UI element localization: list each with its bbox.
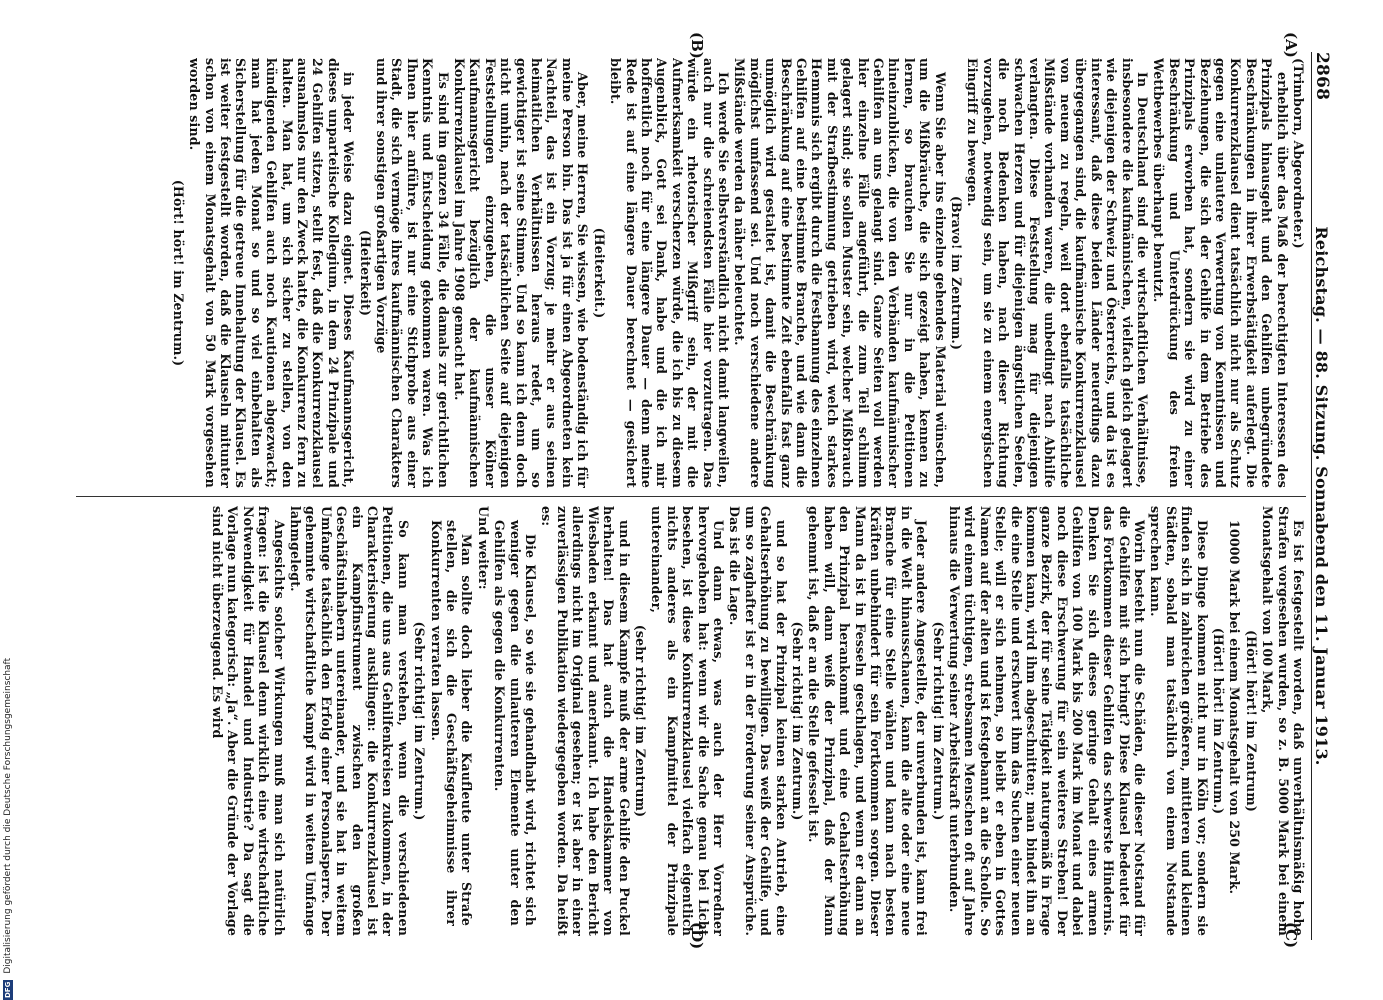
paragraph: Angesichts solcher Wirkungen muß man sich natürlich fragen: ist die Klausel denn wirklich eine wirtschaftliche Notwendigkeit für Handel und Industrie? Da sagt die Vorlage nun kategorisch: „Ja“. Aber die Gründe der Vorlage sind nicht überzeugend. Es wird <box>209 506 287 936</box>
paragraph: Diese Dinge kommen nicht nur in Köln vor; sondern sie finden sich in zahlreichen größeren, mittleren und kleinen Städten, sobald man tatsächlich von einem Notstande sprechen kann. <box>1148 506 1210 936</box>
interjection: (Heiterkeit.) <box>591 227 607 319</box>
paragraph: erheblich über das Maß der berechtigten Interessen des Prinzipals hinausgeht und den Gehilfen unbegründete Beschränkungen in ihrer Erwerbstätigkeit auferlegt. Die Konkurrenzklausel dient tatsächlich nicht nur als Schutz gegen eine unlautere Verwertung von Kenntnissen und Beziehungen, die sich der Gehilfe in dem Betriebe des Prinzipals erworben hat, sondern sie wird zu einer Beschränkung und Unterdrückung des freien Wettbewerbes überhaupt benutzt. <box>1151 58 1290 488</box>
speaker-note: (Trimborn, Abgeordneter.) <box>1291 58 1306 249</box>
paragraph: Es sind im ganzen 34 Fälle, die damals zur gerichtlichen Kenntnis und Entscheidung gekommen waren. Was ich Ihnen hier anführe, ist nur eine Stichprobe aus einer Stadt, die sich vermöge ihres kaufmännischen Charakters und ihrer sonstigen großartigen Vorzüge <box>374 58 451 488</box>
paragraph: Und dann etwas, was auch der Herr Vorredner hervorgehoben hat: wenn wir die Sache genau bei Licht besehen, ist diese Konkurrenzklausel vielfach eigentlich nichts anderes als ein Kampfmittel der Prinzipale untereinander, <box>649 506 726 936</box>
paragraph: Es ist festgestellt worden, daß unverhältnismäßig hohe Strafen vorgesehen wurden, so z. B. 5000 Mark bei einem Monatsgehalt von 100 Mark, <box>1260 506 1306 936</box>
quotation: Die Klausel, so wie sie gehandhabt wird, richtet sich weniger gegen die unlauteren Elemente unter den Gehilfen als gegen die Konkurrenten. <box>492 520 539 926</box>
paragraph: und so hat der Prinzipal keinen starken Antrieb, eine Gehaltserhöhung zu bewilligen. Das weiß der Gehilfe, und um so zaghafter ist er in der Forderung seiner Ansprüche. Das ist die Lage. <box>727 506 789 936</box>
paragraph: Aber, meine Herren, Sie wissen, wie bodenständig ich für meine Person bin. Das ist ja für einen Abgeordneten kein Nachteil, das ist ein Vorzug; je mehr er aus seinen heimatlichen Verhältnissen heraus redet, um so gewichtiger ist seine Stimme. Und so kann ich denn doch nicht umhin, nach der tatsächlichen Seite auf diejenigen Feststellungen einzugehen, die unser Kölner Kaufmannsgericht bezüglich der kaufmännischen Konkurrenzklausel im Jahre 1908 gemacht hat. <box>452 58 591 488</box>
interjection: (Sehr richtig! im Zentrum.) <box>930 621 946 821</box>
page-number: 2868 <box>1312 52 1332 101</box>
text-column-left <box>71 58 1306 488</box>
margin-mark-b: (B) <box>688 32 706 59</box>
paragraph: und in diesem Kampfe muß der arme Gehilfe den Puckel herhalten! Das hat auch die Handelskammer von Wiesbaden erkannt und anerkannt. Ich habe den Bericht allerdings nicht im Original gesehen; er ist aber in einer zuverlässigen Publikation wiedergegeben worden. Da heißt es: <box>539 506 632 936</box>
dfg-logo: DFG <box>4 981 12 998</box>
interjection: (Heiterkeit) <box>357 229 373 317</box>
paragraph: in jeder Weise dazu eignet. Dieses Kaufmannsgericht, dieses unparteiische Kollegium, in dem 24 Prinzipale und 24 Gehilfen sitzen, stellt fest, daß die Konkurrenzklausel ausnahmslos nur den Zweck hatte, die Konkurrenz fern zu halten. Man hat, um sich sicher zu stellen, von den kündigenden Gehilfen auch noch Kautionen abgezwackt; man hat jeden Monat so und so viel einbehalten als Sicherstellung für die getreue Innehaltung der Klausel. Es ist weiter festgestellt worden, daß die Klauseln mitunter schon von einem Monatsgehalt von 50 Mark vorgesehen worden sind. <box>187 58 357 488</box>
text-column-right <box>71 506 1306 936</box>
speaker-note: Und weiter: <box>475 506 491 590</box>
paragraph: In Deutschland sind die wirtschaftlichen Verhältnisse, insbesondere die kaufmännischen, vielfach gleich gelagert wie diejenigen der Schweiz und Österreichs, und da ist es interessant, daß diese beiden Länder neuerdings dazu übergegangen sind, die kaufmännische Konkurrenzklausel von neuem zu regeln, weil dort ebenfalls tatsächliche Mißstände vorhanden waren, die unbedingt nach Abhilfe verlangten. Diese Feststellung mag für diejenigen schwachen Herzen und für diejenigen ängstlichen Seelen, die noch Bedenken haben, nach dieser Richtung vorzugehen, notwendig sein, um sie zu einem energischen Eingriff zu bewegen. <box>965 58 1150 488</box>
digitization-footer <box>2 0 14 1000</box>
interjection: (Hört! hört! im Zentrum.) <box>170 179 186 367</box>
paragraph: Worin besteht nun die Schäden, die dieser Notstand für die Gehilfen mit sich bringt? Diese Klausel bedeutet für das Fortkommen dieser Gehilfen das schwerste Hindernis. Denken Sie sich dieses geringe Gehalt eines armen Gehilfen von 100 Mark bis 200 Mark im Monat und dabei noch diese Erschwerung für sein weiteres Streben! Der ganze Bezirk, der für seine Tätigkeit naturgemäß in Frage kommen kann, wird ihm abgeschnitten; man bindet ihn an die eine Stelle und erschwert ihm das Suchen einer neuen Stelle; will er sich nehmen, so bleibt er eben in Gottes Namen auf der alten und ist festgebannt an die Scholle. So wird einem tüchtigen, strebsamen Menschen oft auf Jahre hinaus die Verwertung seiner Arbeitskraft unterbunden. <box>947 506 1147 936</box>
margin-mark-d: (D) <box>688 922 706 950</box>
paragraph: 10000 Mark bei einem Monatsgehalt von 250 Mark. <box>1227 520 1243 895</box>
interjection: (Bravo! im Zentrum.) <box>949 195 965 351</box>
interjection: (Sehr richtig! im Zentrum.) <box>790 621 805 821</box>
page-title: Reichstag. — 88. Sitzung. Sonnabend den 11. Januar 1913. <box>1312 226 1331 766</box>
margin-mark-c: (C) <box>1282 922 1300 949</box>
document-page <box>56 32 1346 956</box>
page-header <box>1311 52 1338 940</box>
interjection: (Sehr richtig! im Zentrum.) <box>412 621 428 821</box>
digitization-notice: Digitalisierung gefördert durch die Deutsche Forschungsgemeinschaft <box>3 657 13 974</box>
paragraph: Jeder andere Angestellte, der unverbunden ist, kann frei in die Welt hinausschauen, kann die alte oder eine neue Branche für eine Stelle wählen und kann nach besten Kräften unbehindert für sein Fortkommen sorgen. Dieser Mann da ist in Fesseln geschlagen, und wenn er dann an den Prinzipal herankommt und eine Gehaltserhöhung haben will, dann weiß der Prinzipal, daß der Mann gehemmt ist, daß er an die Stelle gefesselt ist. <box>806 506 930 936</box>
paragraph: Wenn Sie aber ins einzelne gehendes Material wünschen, um die Mißbräuche, die sich gezeigt haben, kennen zu lernen, so brauchen Sie nur in die Petitionen hineinzublicken, die von den Verbänden kaufmännischer Gehilfen an uns gelangt sind. Ganze Seiten voll werden hier einzelne Fälle angeführt, die zum Teil schlimm gelagert sind; sie sollen Muster sein, welcher Mißbrauch mit der Strafbestimmung getrieben wird, welch starkes Hemmnis sich ergibt durch die Festbannung des einzelnen Gehilfen auf eine bestimmte Branche, und wie dann die Beschränkung auf eine bestimmte Zeit ebenfalls fast ganz unmöglich wird gestaltet ist, damit die Beschränkung möglichst umfassend sei. Und noch verschiedene andere Mißstände werden da näher beleuchtet. <box>732 58 948 488</box>
interjection: (Hört! hört! im Zentrum.) <box>1210 627 1226 815</box>
paragraph: So kann man verstehen, wenn die verschiedenen Petitionen, die uns aus Gehilfenkreisen zukommen, in der Charakterisierung ausklingen: die Konkurrenzklausel ist ein Kampfinstrument zwischen den großen Geschäftsinhabern untereinander, und sie hat in weitem Umfange tatsächlich den Erfolg einer Personalsperre. Der gehemmte wirtschaftliche Kampf wird in weitem Umfange lahmgelegt. <box>288 506 411 936</box>
column-divider <box>76 496 1306 497</box>
rotated-page-content <box>56 32 1346 956</box>
interjection: (sehr richtig! im Zentrum) <box>632 624 648 818</box>
interjection: (Hört! hört! im Zentrum) <box>1243 630 1259 812</box>
margin-mark-a: (A) <box>1282 32 1300 58</box>
quotation: Man sollte doch lieber die Kaufleute unter Strafe stellen, die sich die Geschäftsgeheimnisse ihrer Konkurrenten verraten lassen. <box>428 520 475 926</box>
paragraph: Ich werde Sie selbstverständlich nicht damit langweilen, auch nur die schreiendsten Fälle hier vorzutragen. Das würde ein rhetorischer Mißgriff sein, der mit die Aufmerksamkeit verscherzen würde, die ich bis zu diesem Augenblick, Gott sei Dank, habe und die ich mir hoffentlich noch für eine längere Dauer — denn meine Rede ist auf eine längere Dauer berechnet — gesichert bleibt. <box>608 58 731 488</box>
